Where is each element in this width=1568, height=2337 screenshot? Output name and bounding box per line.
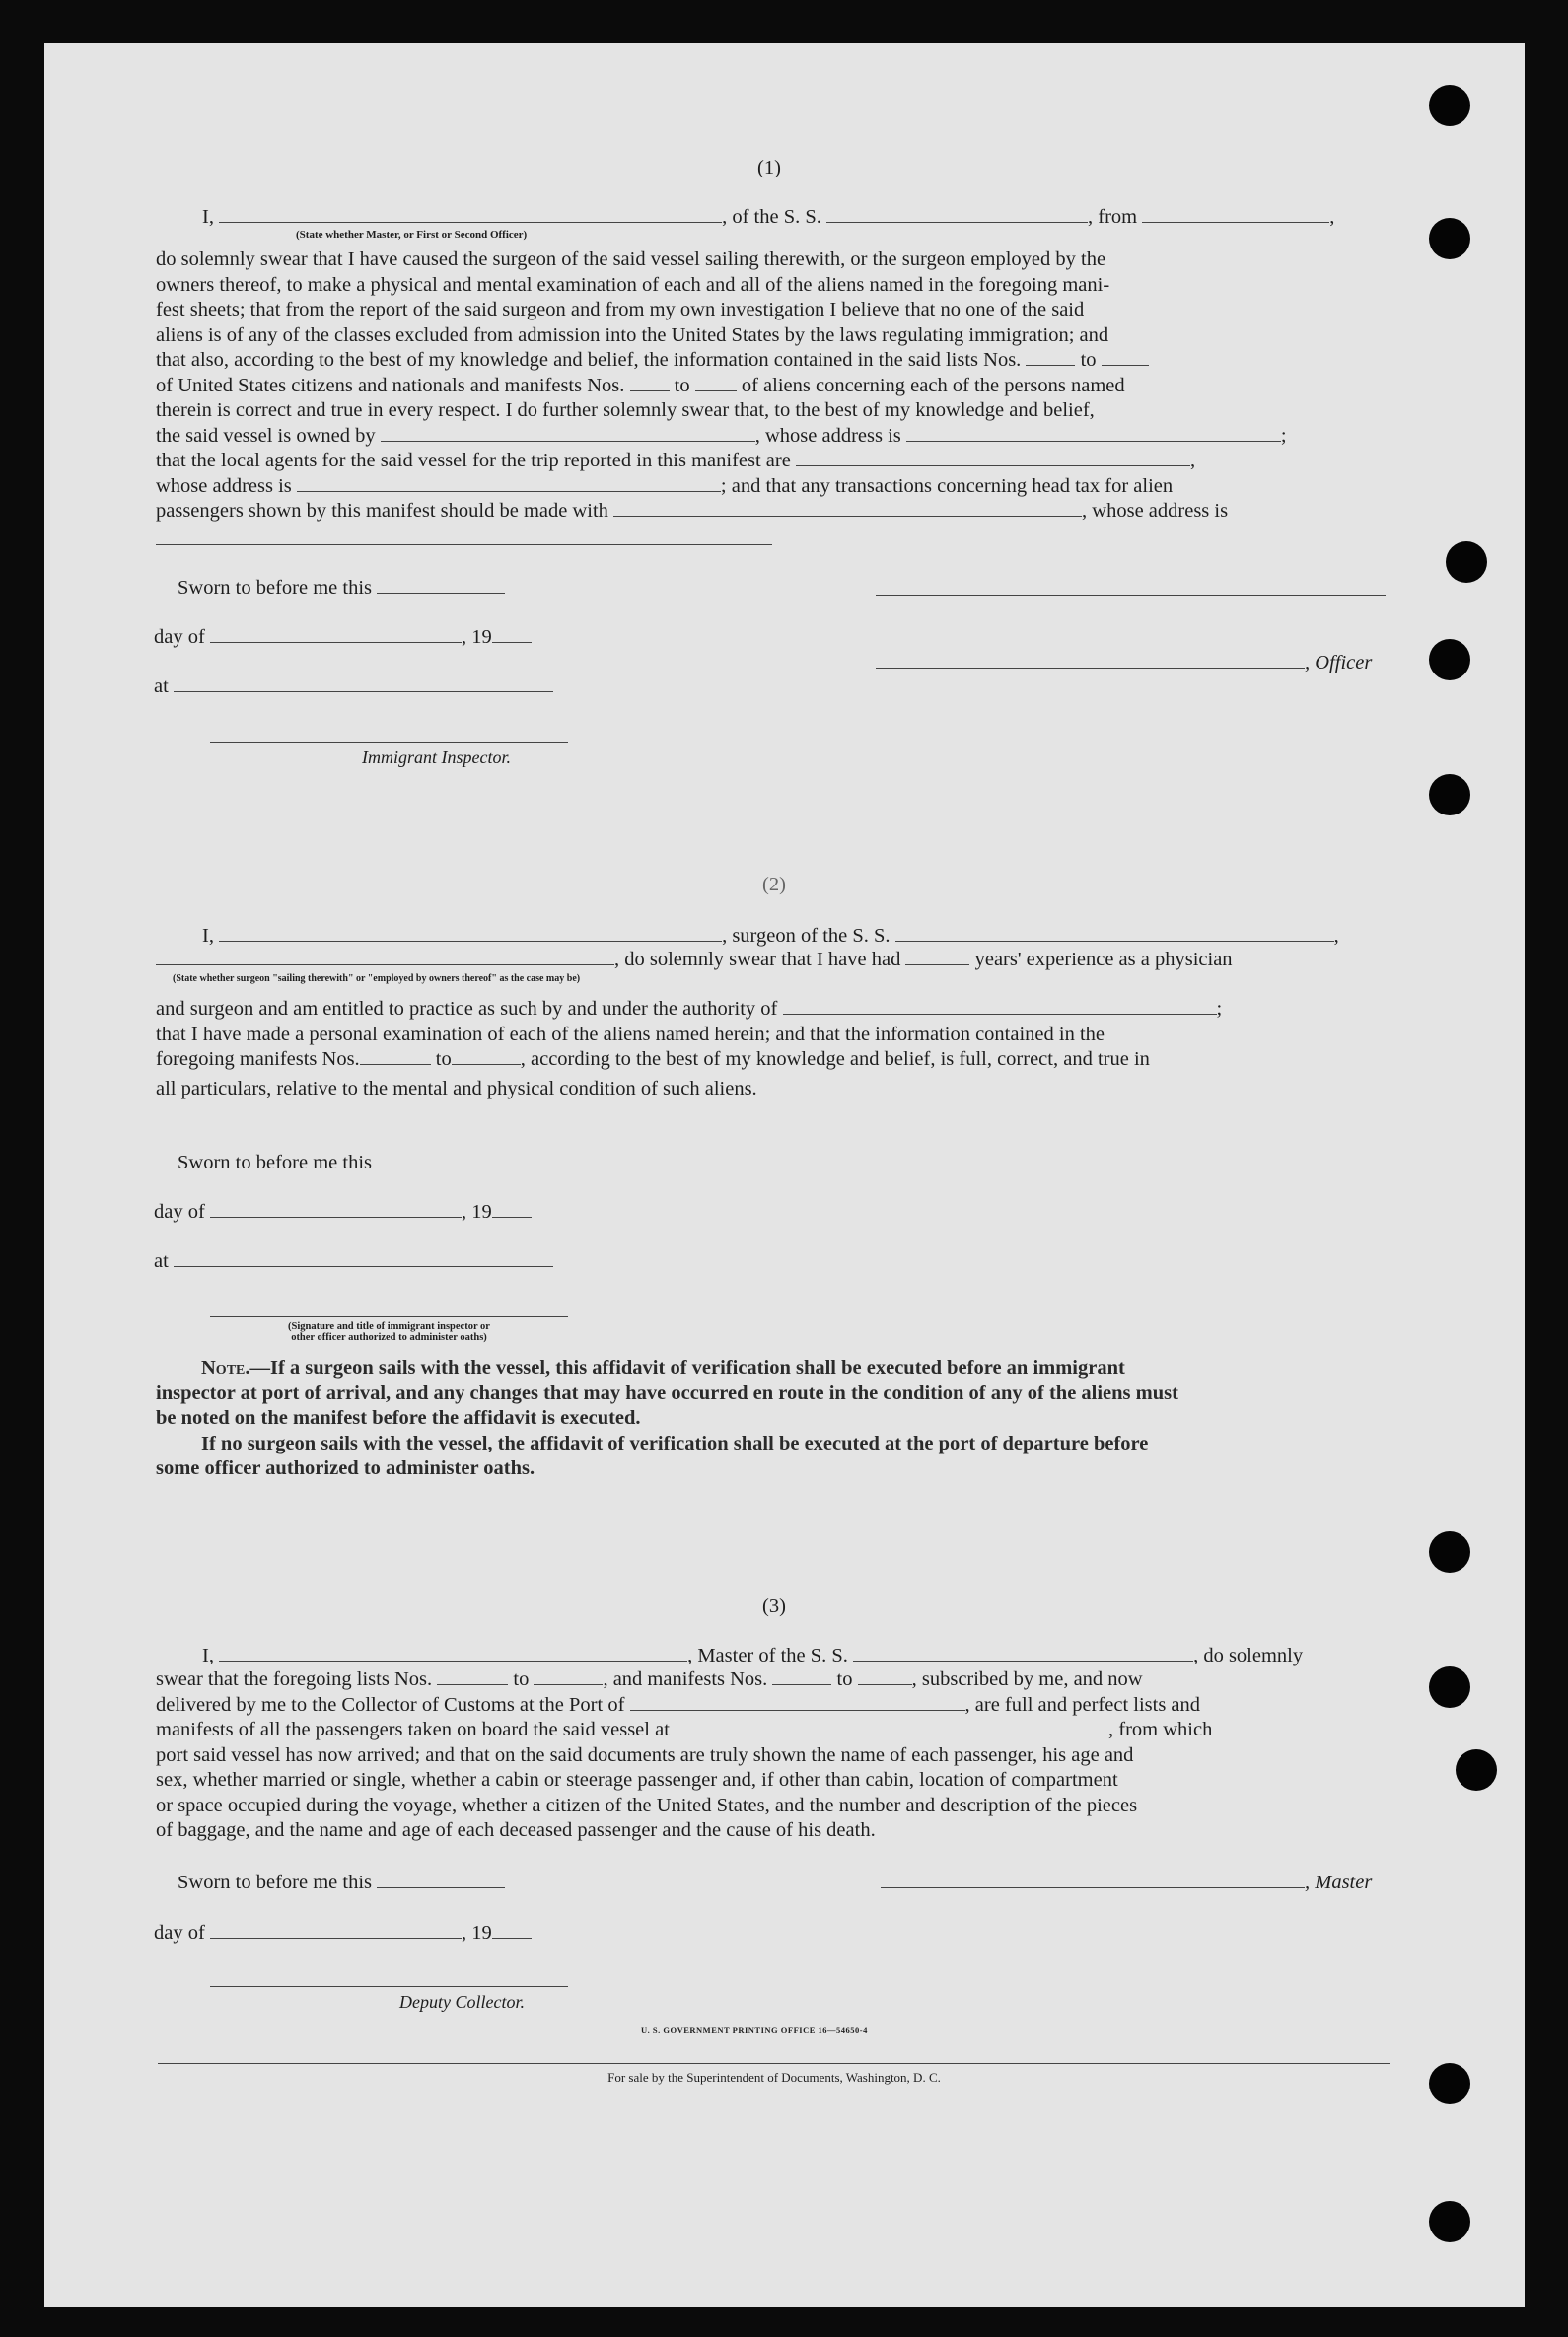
- s2-at: at: [154, 1249, 553, 1273]
- s1-sworn: Sworn to before me this: [178, 576, 505, 600]
- section-3-number: (3): [762, 1595, 786, 1617]
- s1-officer-sign: , Officer: [876, 651, 1372, 674]
- punch-hole: [1429, 774, 1470, 815]
- s3-line1: I, , Master of the S. S. , do solemnly: [202, 1645, 1304, 1666]
- s1-inspector-line: [210, 742, 568, 743]
- footer-rule: [158, 2063, 1390, 2064]
- footer-sale-note: For sale by the Superintendent of Documents, Washington, D. C.: [607, 2070, 941, 2085]
- s3-day-of: day of , 19: [154, 1921, 532, 1945]
- s2-inspector-line: [210, 1316, 568, 1317]
- s2-line2: , do solemnly swear that I have had years' experience as a physician: [156, 948, 1233, 971]
- s3-collector-line: [210, 1986, 568, 1987]
- s2-day-of: day of , 19: [154, 1200, 532, 1224]
- punch-hole: [1429, 2201, 1470, 2242]
- s2-surgeon-note: (State whether surgeon "sailing therewith" or "employed by owners thereof" as the case may be): [173, 973, 581, 984]
- s3-p7: of baggage, and the name and age of each deceased passenger and the cause of his death.: [156, 1819, 876, 1841]
- punch-hole: [1429, 1666, 1470, 1708]
- s2-p4: all particulars, relative to the mental and physical condition of such aliens.: [156, 1078, 757, 1099]
- s1-inspector-label: Immigrant Inspector.: [362, 747, 511, 767]
- s2-paragraph: and surgeon and am entitled to practice as such by and under the authority of ; that I have made a personal examination of each of the aliens named herein; and that the information contained in the foregoing manifests Nos. to , according to the best of my knowledge and belief, is full, correct, and true in: [156, 998, 1223, 1070]
- s2-line1: I, , surgeon of the S. S. ,: [202, 925, 1339, 947]
- punch-hole: [1456, 1749, 1497, 1791]
- s2-signature-caption: (Signature and title of immigrant inspector or other officer authorized to administer oaths): [288, 1321, 490, 1343]
- s3-sworn: Sworn to before me this: [178, 1871, 505, 1894]
- punch-hole: [1429, 639, 1470, 680]
- section-2-number: (2): [762, 874, 786, 895]
- punch-hole: [1429, 218, 1470, 259]
- punch-hole: [1429, 1531, 1470, 1573]
- s1-signature-line: [876, 595, 1386, 596]
- s2-sworn: Sworn to before me this: [178, 1151, 505, 1174]
- gpo-imprint: U. S. GOVERNMENT PRINTING OFFICE 16—54650-4: [641, 2025, 868, 2035]
- punch-hole: [1429, 2063, 1470, 2104]
- s1-day-of: day of , 19: [154, 625, 532, 649]
- punch-hole: [1446, 541, 1487, 583]
- s1-line1: I, , of the S. S. , from ,: [202, 206, 1335, 228]
- punch-hole: [1429, 85, 1470, 126]
- s1-paragraph: do solemnly swear that I have caused the surgeon of the said vessel sailing therewith, or the surgeon employed by the owners thereof, to make a physical and mental examination of each and all of the aliens named in the foregoing mani- fest sheets; that from the report of the said surgeon and from my own investigation I believe that no one of the said aliens is of any of the classes excluded from admission into the United States by the laws regulating immigration; and that also, according to the best of my knowledge and belief, the information contained in the said lists Nos. to of United States citizens and nationals and manifests Nos. to of aliens concerning each of the persons named therein is correct and true in every respect. I do further solemnly swear that, to the best of my knowledge and belief, the said vessel is owned by , whose address is ; that the local agents for the said vessel for the trip reported in this manifest are , whose address is ; and that any transactions concerning head tax for alien passengers shown by this manifest should be made with , whose address is: [156, 248, 1287, 522]
- s2-note: Note.—If a surgeon sails with the vessel, this affidavit of verification shall be executed before an immigrant inspector at port of arrival, and any changes that may have occurred en route in the condition of any of the aliens must be noted on the manifest before the affidavit is executed. If no surgeon sails with the vessel, the affidavit of verification shall be executed at the port of departure before some officer authorized to administer oaths.: [156, 1357, 1178, 1479]
- s1-at: at: [154, 674, 553, 698]
- s1-address-line: [156, 544, 772, 545]
- s3-master-sign: , Master: [881, 1871, 1372, 1894]
- s1-officer-note: (State whether Master, or First or Second Officer): [296, 229, 528, 241]
- section-1-number: (1): [757, 157, 781, 178]
- s3-collector-label: Deputy Collector.: [399, 1992, 525, 2012]
- s3-paragraph: swear that the foregoing lists Nos. to , and manifests Nos. to , subscribed by me, and now delivered by me to the Collector of Customs at the Port of , are full and perfect lists and manifests of all the passengers taken on board the said vessel at , from which port said vessel has now arrived; and that on the said documents are truly shown the name of each passenger, his age and sex, whether married or single, whether a cabin or steerage passenger and, if other than cabin, location of compartment or space occupied during the voyage, whether a citizen of the United States, and the number and description of the pieces: [156, 1668, 1213, 1816]
